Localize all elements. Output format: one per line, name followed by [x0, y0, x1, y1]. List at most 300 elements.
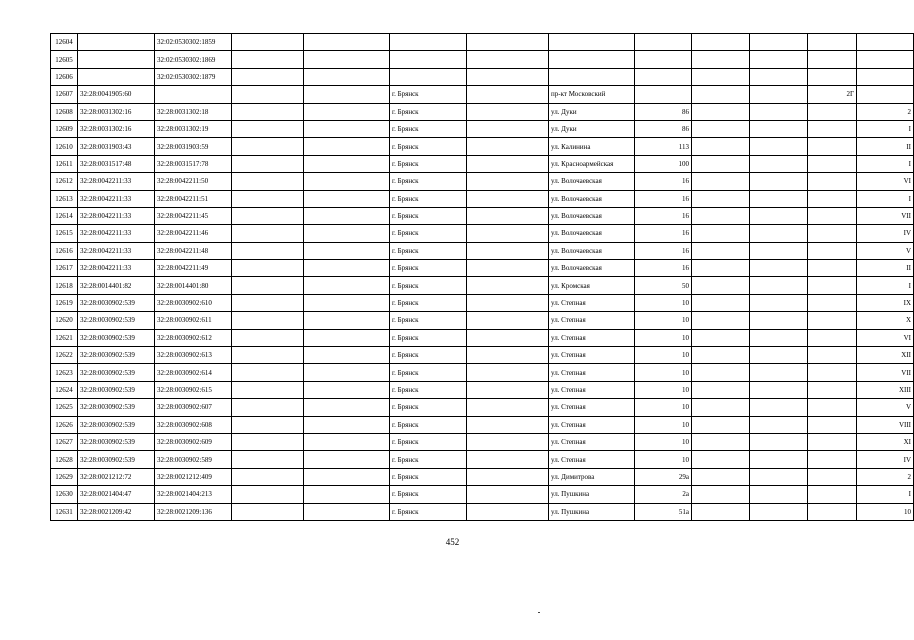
building-letter-cell — [808, 68, 857, 85]
col-7-cell — [467, 138, 549, 155]
street-cell: ул. Калинина — [549, 138, 635, 155]
col-5-cell — [304, 190, 390, 207]
city-cell: г. Брянск — [390, 242, 467, 259]
col-4-cell — [232, 451, 304, 468]
col-11-cell — [750, 399, 808, 416]
parent-cadastral-number-cell: 32:28:0030902:539 — [78, 364, 155, 381]
cadastral-number-cell: 32:28:0030902:614 — [155, 364, 232, 381]
row-number-cell: 12606 — [51, 68, 78, 85]
col-7-cell — [467, 277, 549, 294]
house-number-cell: 10 — [635, 347, 692, 364]
parent-cadastral-number-cell: 32:28:0021209:42 — [78, 503, 155, 520]
house-number-cell: 51а — [635, 503, 692, 520]
col-7-cell — [467, 190, 549, 207]
col-5-cell — [304, 451, 390, 468]
cadastral-number-cell: 32:28:0030902:613 — [155, 347, 232, 364]
col-5-cell — [304, 138, 390, 155]
col-5-cell — [304, 51, 390, 68]
parent-cadastral-number-cell: 32:28:0030902:539 — [78, 399, 155, 416]
building-letter-cell — [808, 277, 857, 294]
parent-cadastral-number-cell: 32:28:0014401:82 — [78, 277, 155, 294]
building-letter-cell — [808, 399, 857, 416]
table-row — [51, 312, 914, 329]
city-cell: г. Брянск — [390, 155, 467, 172]
street-cell — [549, 68, 635, 85]
cadastral-number-cell: 32:28:0030902:607 — [155, 399, 232, 416]
col-4-cell — [232, 468, 304, 485]
city-cell — [390, 34, 467, 51]
col-10-cell — [692, 242, 750, 259]
street-cell: ул. Дуки — [549, 103, 635, 120]
col-4-cell — [232, 294, 304, 311]
row-number-cell: 12615 — [51, 225, 78, 242]
parent-cadastral-number-cell: 32:28:0030902:539 — [78, 294, 155, 311]
premises-number-cell: VIII — [857, 416, 914, 433]
col-11-cell — [750, 86, 808, 103]
house-number-cell: 2а — [635, 486, 692, 503]
house-number-cell: 10 — [635, 399, 692, 416]
cadastral-number-cell: 32:28:0031903:59 — [155, 138, 232, 155]
city-cell: г. Брянск — [390, 433, 467, 450]
premises-number-cell: X — [857, 312, 914, 329]
col-4-cell — [232, 155, 304, 172]
cadastral-number-cell: 32:02:0530302:1859 — [155, 34, 232, 51]
table-row — [51, 207, 914, 224]
col-7-cell — [467, 103, 549, 120]
col-4-cell — [232, 120, 304, 137]
cadastral-number-cell: 32:28:0030902:611 — [155, 312, 232, 329]
row-number-cell: 12612 — [51, 173, 78, 190]
house-number-cell: 16 — [635, 225, 692, 242]
building-letter-cell — [808, 433, 857, 450]
col-10-cell — [692, 190, 750, 207]
street-cell: ул. Степная — [549, 294, 635, 311]
house-number-cell — [635, 86, 692, 103]
parent-cadastral-number-cell: 32:28:0031903:43 — [78, 138, 155, 155]
page-number: 452 — [445, 537, 460, 547]
col-4-cell — [232, 347, 304, 364]
register-body — [51, 34, 914, 521]
col-7-cell — [467, 173, 549, 190]
col-7-cell — [467, 242, 549, 259]
city-cell: г. Брянск — [390, 329, 467, 346]
house-number-cell — [635, 51, 692, 68]
col-7-cell — [467, 225, 549, 242]
col-7-cell — [467, 347, 549, 364]
premises-number-cell — [857, 34, 914, 51]
parent-cadastral-number-cell — [78, 34, 155, 51]
cadastral-number-cell: 32:02:0530302:1869 — [155, 51, 232, 68]
col-11-cell — [750, 68, 808, 85]
col-5-cell — [304, 86, 390, 103]
col-4-cell — [232, 416, 304, 433]
parent-cadastral-number-cell: 32:28:0021212:72 — [78, 468, 155, 485]
col-11-cell — [750, 503, 808, 520]
cadastral-number-cell: 32:28:0042211:45 — [155, 207, 232, 224]
street-cell: ул. Кромская — [549, 277, 635, 294]
street-cell: пр-кт Московский — [549, 86, 635, 103]
col-11-cell — [750, 103, 808, 120]
cadastral-number-cell — [155, 86, 232, 103]
table-row — [51, 86, 914, 103]
parent-cadastral-number-cell: 32:28:0031302:16 — [78, 103, 155, 120]
col-10-cell — [692, 68, 750, 85]
scan-mark — [538, 612, 540, 613]
col-4-cell — [232, 242, 304, 259]
col-7-cell — [467, 381, 549, 398]
parent-cadastral-number-cell — [78, 68, 155, 85]
parent-cadastral-number-cell: 32:28:0041905:60 — [78, 86, 155, 103]
col-5-cell — [304, 68, 390, 85]
city-cell: г. Брянск — [390, 451, 467, 468]
city-cell: г. Брянск — [390, 381, 467, 398]
col-10-cell — [692, 260, 750, 277]
col-7-cell — [467, 329, 549, 346]
street-cell: ул. Пушкина — [549, 486, 635, 503]
house-number-cell: 10 — [635, 381, 692, 398]
col-11-cell — [750, 138, 808, 155]
col-7-cell — [467, 486, 549, 503]
table-row — [51, 486, 914, 503]
parent-cadastral-number-cell: 32:28:0030902:539 — [78, 433, 155, 450]
col-10-cell — [692, 416, 750, 433]
row-number-cell: 12629 — [51, 468, 78, 485]
house-number-cell: 10 — [635, 416, 692, 433]
table-row — [51, 399, 914, 416]
premises-number-cell: I — [857, 155, 914, 172]
parent-cadastral-number-cell: 32:28:0031517:48 — [78, 155, 155, 172]
table-row — [51, 155, 914, 172]
city-cell: г. Брянск — [390, 364, 467, 381]
table-row — [51, 190, 914, 207]
street-cell: ул. Степная — [549, 329, 635, 346]
cadastral-number-cell: 32:28:0031517:78 — [155, 155, 232, 172]
premises-number-cell — [857, 68, 914, 85]
cadastral-number-cell: 32:28:0014401:80 — [155, 277, 232, 294]
col-11-cell — [750, 207, 808, 224]
col-5-cell — [304, 277, 390, 294]
col-5-cell — [304, 34, 390, 51]
street-cell: ул. Степная — [549, 381, 635, 398]
col-7-cell — [467, 433, 549, 450]
row-number-cell: 12621 — [51, 329, 78, 346]
col-5-cell — [304, 242, 390, 259]
col-7-cell — [467, 34, 549, 51]
house-number-cell: 86 — [635, 120, 692, 137]
premises-number-cell — [857, 51, 914, 68]
premises-number-cell: V — [857, 242, 914, 259]
col-11-cell — [750, 242, 808, 259]
street-cell — [549, 34, 635, 51]
building-letter-cell — [808, 173, 857, 190]
col-11-cell — [750, 155, 808, 172]
col-7-cell — [467, 312, 549, 329]
premises-number-cell: XII — [857, 347, 914, 364]
street-cell: ул. Степная — [549, 364, 635, 381]
house-number-cell: 10 — [635, 329, 692, 346]
street-cell — [549, 51, 635, 68]
cadastral-number-cell: 32:28:0042211:51 — [155, 190, 232, 207]
premises-number-cell: I — [857, 486, 914, 503]
table-row — [51, 416, 914, 433]
cadastral-number-cell: 32:28:0030902:609 — [155, 433, 232, 450]
street-cell: ул. Пушкина — [549, 503, 635, 520]
col-5-cell — [304, 225, 390, 242]
col-4-cell — [232, 364, 304, 381]
premises-number-cell: II — [857, 138, 914, 155]
col-11-cell — [750, 312, 808, 329]
col-7-cell — [467, 294, 549, 311]
house-number-cell: 16 — [635, 260, 692, 277]
building-letter-cell — [808, 120, 857, 137]
col-11-cell — [750, 277, 808, 294]
col-7-cell — [467, 468, 549, 485]
building-letter-cell — [808, 207, 857, 224]
building-letter-cell — [808, 34, 857, 51]
col-5-cell — [304, 468, 390, 485]
col-10-cell — [692, 329, 750, 346]
building-letter-cell — [808, 155, 857, 172]
col-4-cell — [232, 486, 304, 503]
col-7-cell — [467, 120, 549, 137]
building-letter-cell — [808, 51, 857, 68]
row-number-cell: 12613 — [51, 190, 78, 207]
premises-number-cell: VII — [857, 207, 914, 224]
row-number-cell: 12626 — [51, 416, 78, 433]
row-number-cell: 12609 — [51, 120, 78, 137]
col-7-cell — [467, 155, 549, 172]
city-cell: г. Брянск — [390, 312, 467, 329]
street-cell: ул. Степная — [549, 416, 635, 433]
building-letter-cell — [808, 190, 857, 207]
house-number-cell: 10 — [635, 364, 692, 381]
col-5-cell — [304, 381, 390, 398]
table-row — [51, 68, 914, 85]
premises-number-cell: I — [857, 190, 914, 207]
col-5-cell — [304, 207, 390, 224]
building-letter-cell — [808, 486, 857, 503]
col-5-cell — [304, 155, 390, 172]
city-cell: г. Брянск — [390, 190, 467, 207]
col-10-cell — [692, 103, 750, 120]
col-11-cell — [750, 381, 808, 398]
row-number-cell: 12624 — [51, 381, 78, 398]
col-11-cell — [750, 329, 808, 346]
parent-cadastral-number-cell: 32:28:0042211:33 — [78, 225, 155, 242]
parent-cadastral-number-cell: 32:28:0042211:33 — [78, 173, 155, 190]
row-number-cell: 12604 — [51, 34, 78, 51]
premises-number-cell: IV — [857, 225, 914, 242]
city-cell: г. Брянск — [390, 86, 467, 103]
city-cell: г. Брянск — [390, 138, 467, 155]
col-7-cell — [467, 399, 549, 416]
premises-number-cell: IX — [857, 294, 914, 311]
table-row — [51, 329, 914, 346]
col-10-cell — [692, 155, 750, 172]
col-11-cell — [750, 173, 808, 190]
col-10-cell — [692, 312, 750, 329]
table-row — [51, 468, 914, 485]
parent-cadastral-number-cell: 32:28:0042211:33 — [78, 260, 155, 277]
city-cell — [390, 51, 467, 68]
row-number-cell: 12618 — [51, 277, 78, 294]
col-10-cell — [692, 51, 750, 68]
row-number-cell: 12620 — [51, 312, 78, 329]
house-number-cell: 50 — [635, 277, 692, 294]
col-10-cell — [692, 433, 750, 450]
col-5-cell — [304, 120, 390, 137]
cadastral-number-cell: 32:28:0021404:213 — [155, 486, 232, 503]
building-letter-cell — [808, 503, 857, 520]
city-cell: г. Брянск — [390, 294, 467, 311]
col-5-cell — [304, 399, 390, 416]
premises-number-cell: IV — [857, 451, 914, 468]
house-number-cell: 29а — [635, 468, 692, 485]
building-letter-cell — [808, 468, 857, 485]
row-number-cell: 12610 — [51, 138, 78, 155]
cadastral-number-cell: 32:28:0042211:49 — [155, 260, 232, 277]
parent-cadastral-number-cell: 32:28:0031302:16 — [78, 120, 155, 137]
col-4-cell — [232, 277, 304, 294]
row-number-cell: 12614 — [51, 207, 78, 224]
cadastral-number-cell: 32:28:0021209:136 — [155, 503, 232, 520]
col-7-cell — [467, 260, 549, 277]
building-letter-cell: 2Г — [808, 86, 857, 103]
col-11-cell — [750, 364, 808, 381]
building-letter-cell — [808, 294, 857, 311]
parent-cadastral-number-cell: 32:28:0030902:539 — [78, 451, 155, 468]
house-number-cell: 16 — [635, 190, 692, 207]
parent-cadastral-number-cell: 32:28:0030902:539 — [78, 312, 155, 329]
row-number-cell: 12623 — [51, 364, 78, 381]
premises-number-cell: 2 — [857, 468, 914, 485]
cadastral-number-cell: 32:28:0030902:612 — [155, 329, 232, 346]
table-row — [51, 34, 914, 51]
city-cell: г. Брянск — [390, 207, 467, 224]
cadastral-number-cell: 32:02:0530302:1879 — [155, 68, 232, 85]
col-10-cell — [692, 486, 750, 503]
col-4-cell — [232, 399, 304, 416]
table-row — [51, 364, 914, 381]
city-cell: г. Брянск — [390, 173, 467, 190]
parent-cadastral-number-cell: 32:28:0030902:539 — [78, 329, 155, 346]
city-cell: г. Брянск — [390, 486, 467, 503]
building-letter-cell — [808, 451, 857, 468]
parent-cadastral-number-cell: 32:28:0042211:33 — [78, 207, 155, 224]
cadastral-number-cell: 32:28:0031302:18 — [155, 103, 232, 120]
col-5-cell — [304, 173, 390, 190]
city-cell: г. Брянск — [390, 225, 467, 242]
table-row — [51, 277, 914, 294]
house-number-cell: 86 — [635, 103, 692, 120]
table-row — [51, 242, 914, 259]
premises-number-cell: 10 — [857, 503, 914, 520]
street-cell: ул. Дуки — [549, 120, 635, 137]
col-4-cell — [232, 381, 304, 398]
cadastral-number-cell: 32:28:0042211:48 — [155, 242, 232, 259]
parent-cadastral-number-cell: 32:28:0030902:539 — [78, 381, 155, 398]
house-number-cell: 10 — [635, 294, 692, 311]
row-number-cell: 12611 — [51, 155, 78, 172]
street-cell: ул. Волочаевская — [549, 260, 635, 277]
col-5-cell — [304, 486, 390, 503]
parent-cadastral-number-cell: 32:28:0021404:47 — [78, 486, 155, 503]
col-5-cell — [304, 347, 390, 364]
house-number-cell: 16 — [635, 173, 692, 190]
building-letter-cell — [808, 416, 857, 433]
col-10-cell — [692, 86, 750, 103]
col-4-cell — [232, 138, 304, 155]
col-7-cell — [467, 51, 549, 68]
col-7-cell — [467, 416, 549, 433]
street-cell: ул. Степная — [549, 312, 635, 329]
city-cell: г. Брянск — [390, 399, 467, 416]
col-4-cell — [232, 173, 304, 190]
col-11-cell — [750, 260, 808, 277]
col-10-cell — [692, 399, 750, 416]
house-number-cell: 100 — [635, 155, 692, 172]
house-number-cell: 10 — [635, 433, 692, 450]
col-5-cell — [304, 433, 390, 450]
row-number-cell: 12605 — [51, 51, 78, 68]
building-letter-cell — [808, 364, 857, 381]
house-number-cell: 16 — [635, 207, 692, 224]
city-cell: г. Брянск — [390, 103, 467, 120]
street-cell: ул. Степная — [549, 399, 635, 416]
col-10-cell — [692, 347, 750, 364]
col-7-cell — [467, 68, 549, 85]
col-10-cell — [692, 451, 750, 468]
city-cell — [390, 68, 467, 85]
col-4-cell — [232, 207, 304, 224]
col-11-cell — [750, 294, 808, 311]
col-4-cell — [232, 68, 304, 85]
col-5-cell — [304, 416, 390, 433]
parent-cadastral-number-cell: 32:28:0030902:539 — [78, 416, 155, 433]
parent-cadastral-number-cell: 32:28:0042211:33 — [78, 242, 155, 259]
col-10-cell — [692, 138, 750, 155]
row-number-cell: 12628 — [51, 451, 78, 468]
table-row — [51, 173, 914, 190]
city-cell: г. Брянск — [390, 120, 467, 137]
house-number-cell: 10 — [635, 312, 692, 329]
street-cell: ул. Волочаевская — [549, 242, 635, 259]
col-7-cell — [467, 207, 549, 224]
row-number-cell: 12625 — [51, 399, 78, 416]
col-11-cell — [750, 347, 808, 364]
col-5-cell — [304, 364, 390, 381]
row-number-cell: 12631 — [51, 503, 78, 520]
house-number-cell: 113 — [635, 138, 692, 155]
table-row — [51, 225, 914, 242]
col-11-cell — [750, 120, 808, 137]
col-10-cell — [692, 225, 750, 242]
premises-number-cell: II — [857, 260, 914, 277]
col-10-cell — [692, 173, 750, 190]
house-number-cell — [635, 68, 692, 85]
row-number-cell: 12627 — [51, 433, 78, 450]
col-10-cell — [692, 294, 750, 311]
row-number-cell: 12616 — [51, 242, 78, 259]
col-5-cell — [304, 260, 390, 277]
cadastral-number-cell: 32:28:0031302:19 — [155, 120, 232, 137]
col-10-cell — [692, 120, 750, 137]
col-5-cell — [304, 312, 390, 329]
street-cell: ул. Степная — [549, 451, 635, 468]
building-letter-cell — [808, 225, 857, 242]
premises-number-cell: VII — [857, 364, 914, 381]
premises-number-cell: XI — [857, 433, 914, 450]
